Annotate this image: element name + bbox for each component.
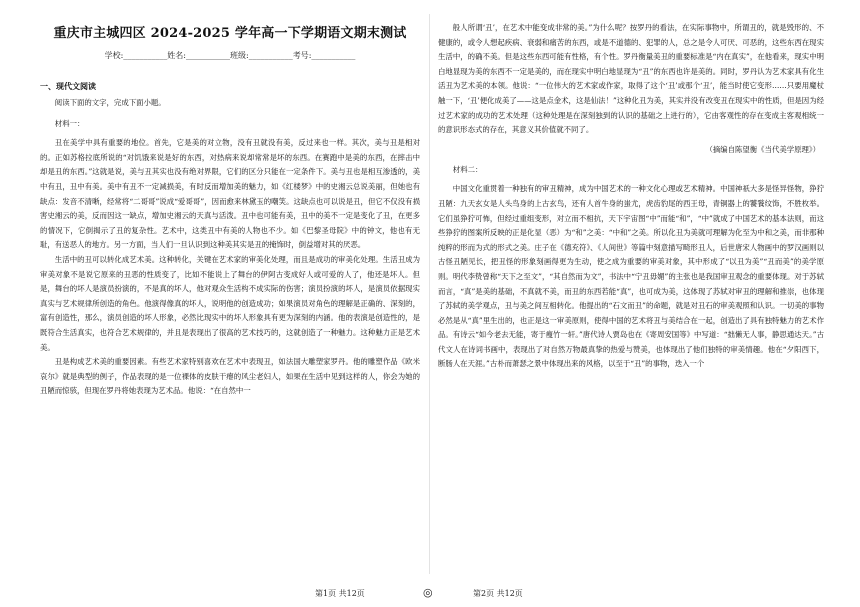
section-heading: 一、现代文阅读 (40, 81, 96, 91)
left-page-number: 第1页 共12页 (315, 589, 365, 598)
body-paragraph: 丑是构成艺术美的重要因素。有些艺术家特别喜欢在艺术中表现丑，如法国大雕塑家罗丹。他的雕塑作品《欧米哀尔》就是典型的例子，作品表现的是一位裸体的皮肤干瘪的风尘老妇人，如果在生活中见到这样的人，你会为她的丑陋而惊骇，但现在罗丹将她表现为艺术品。他说：“在自然中一 (40, 357, 420, 396)
material-one-label: 材料一： (54, 118, 85, 128)
right-page-number: 第2页 共12页 (473, 589, 523, 598)
body-paragraph: 生活中的丑可以转化成艺术美。这种转化，关键在艺术家的审美化处理，而且是成功的审美化处理。生活丑成为审美对象不是说它原来的丑恶的性质变了，比如不能说上了舞台的伊阿古变成好人或可爱的人了，他还是坏人。但是，舞台的坏人是演员扮演的，不是真的坏人，他对观众生活构不成实际的伤害；演员扮演的坏人，是演员依据现实真实与艺术规律所创造的角色。他演得像真的坏人，说明他的创造成功；如果演员对角色的理解是正确的、深刻的，富有创造性，那么，演员创造的坏人形象，必然比现实中的坏人形象具有更为深刻的内涵。他的表演是创造性的，是既符合生活真实，也符合艺术规律的，并且是表现出了很高的艺术技巧的，这就创造了一种魅力。这种魅力正是艺术美。 (40, 254, 420, 352)
body-paragraph: 丑在美学中具有重要的地位。首先，它是美的对立物，没有丑就没有美，反过来也一样。其次，美与丑是相对的。正如苏格拉底所说的“对饥饿来说是好的东西，对热病来说却常常是坏的东西。在赛跑中是美的东西，在摔击中却是丑的东西。”这就是说，美与丑其实也没有绝对界限，它们的区分只能在一定条件下。美与丑也是相互渗透的，美中有丑，丑中有美。美中有丑不一定减损美，有时反而增加美的魅力，如《红楼梦》中的史湘云总说美丽，但她也有缺点：发音不清晰，经常将“二哥哥”说成“爱哥哥”，因而愈来林黛玉的嘲笑。这缺点也可以说是丑，但它不仅没有损害史湘云的美，反而因这一缺点，增加史湘云的天真与活泼。丑中也可能有美，丑中的美不一定是变化了丑，在更多的情况下，它倒揭示了丑的复杂性。艺术中，这类丑中有美的人物也不少。如《巴黎圣母院》中的钟文，他也有无耻，有送恶人的地方。另一方面，当人们一旦认识到这种美其实是丑的掩饰时，倒益增对其的厌恶。 (40, 138, 420, 250)
student-info-line: 学校:___________姓名:___________班级:___________考号:___________ (104, 51, 356, 60)
source-citation: （摘编自陈望衡《当代美学原理》） (705, 144, 820, 154)
page-footer (0, 586, 860, 602)
exam-title: 重庆市主城四区 2024-2025 学年高一下学期语文期末测试 (53, 26, 407, 41)
body-paragraph: 中国文化重贯着一种独有的审丑精神，成为中国艺术的一种文化心理或艺术精神。中国神祇大多是怪异怪物，狰狞丑陋：九天玄女是人头鸟身的上古玄鸟，还有人首牛身的蚩尤，虎齿豹尾的西王母，青铜器上的饕餮纹饰，不胜枚举。它们虽狰狞可怖，但经过重组变形，对立而不相抗，天下宇宙图“中”而能“和”，“中”就成了中国艺术的基本法则，而这些狰狞的图案所反映的正是化显（恶）为“和”之美：“中和”之美。所以化丑为美就可理解为化至为中和之美，而非那种纯粹的形而为式的形式之美。庄子在《德充符》、《人间世》等篇中刻意描写畸形丑人，后世唐宋人物画中的罗汉画则以古怪丑陋见长，把丑怪的形象刻画得更为生动，使之成为重要的审美对象，其中形成了“以丑为美”“丑而美”的美学原则。明代李贽曾称“天下之至文”，“其自然而为文”，书法中“宁丑毋媚”的主张也是我国审丑观念的重要体现。对于苏轼而言，“真”是美的基础，不真就不美，而丑的东西若能“真”，也可成为美，这体现了苏轼对审丑的理解和推崇，也体现了苏轼的美学观点，丑与美之间互相转化。他提出的“石文而丑”的命题，就是对丑石的审美观照和认识。一切美的事物必然是从“真”里生出的，也正是这一审美原则，使得中国的艺术将丑与美结合在一起，创造出了具有独特魅力的艺术作品。有诗云“如今老去无能，寄于瘦竹一轩。”唐代诗人贾岛也在《寄周安国等》中写道：“拙懒无人事，静思通达天。”古代文人在诗词书画中，表现出了对自然万物最真挚的热爱与赞美，也体现出了他们独特的审美情趣。他在“夕阳西下，断肠人在天涯。”古朴而萧瑟之景中体现出来的风格，以至于“丑”的事物，迭入一个 (438, 184, 824, 369)
right-page (438, 0, 824, 580)
left-page (40, 0, 420, 580)
page-divider (429, 14, 430, 574)
instruction-text: 阅读下面的文字，完成下面小题。 (54, 98, 166, 107)
body-paragraph: 般人所谓‘丑’，在艺术中能变成非常的美。”为什么呢？按罗丹的看法，在实际事物中，所谓丑的，就是毁形的、不健康的，或令人想起疾病、衰弱和痛苦的东西，或是不道德的、犯罪的人，总之是令人可厌、可恶的，这些东西在现实生活中，的确不美。但是这些东西可能有性格，有个性。罗丹衡量美丑的重要标准是“内在真实”，在他看来，现实中明白地显现为美的东西不一定是美的，而在现实中明白地显现为“丑”的东西也许是美的。同时，罗丹认为艺术家具有化生活丑为艺术美的本领。他说：“一位伟大的艺术家或作家，取得了这个‘丑’或那个‘丑’，能当时使它变形……只要用魔杖触一下，‘丑’便化成美了——这是点金术，这是仙法！”这种化丑为美，其实并没有改变丑在现实中的性质，但是因为经过艺术家的成功的艺术处理（这种处理是在深刻独到的认识的基础之上进行的），它由客观性的存在变成主客观相统一的意识形态式的存在，其意义其价值就不同了。 (438, 23, 824, 135)
center-mark-icon: ◎ (423, 586, 433, 599)
material-two-label: 材料二： (452, 164, 483, 174)
